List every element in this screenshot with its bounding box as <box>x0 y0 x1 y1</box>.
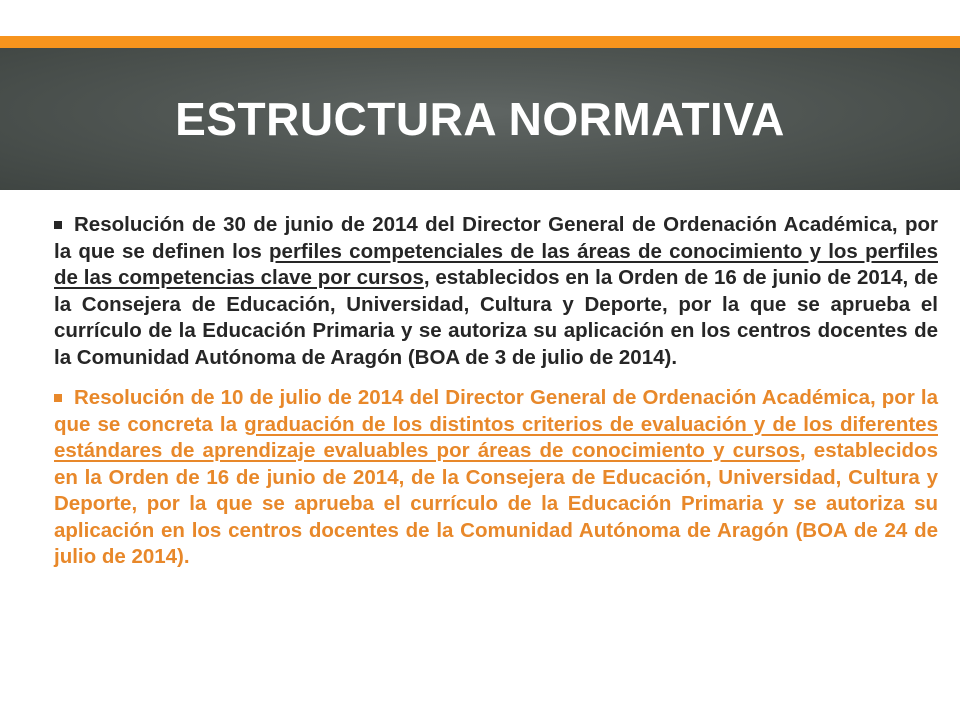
title-banner <box>0 48 960 190</box>
item-text-after: , establecidos en la Orden de 16 de junio de 2014, de la Consejera de Educación, Universidad, Cultura y Deporte, por la que se aprueba el currículo de la Educación Primaria y se autoriza su aplicación en los centros docentes de la Comunidad Autónoma de Aragón (BOA de 3 de julio de 2014). <box>54 266 938 369</box>
list-item-resolucion-10-julio <box>54 385 938 571</box>
slide-content <box>54 212 938 585</box>
item-text-underlined: graduación de los distintos criterios de evaluación y de los diferentes estándares de aprendizaje evaluables por áreas de conocimiento y cursos <box>54 412 938 462</box>
square-bullet-icon <box>54 221 62 229</box>
top-strip <box>0 0 960 36</box>
item-text-before: Resolución de 10 de julio de 2014 del Director General de Ordenación Académica, por la que se concreta la <box>54 386 938 436</box>
item-text-underlined: perfiles competenciales de las áreas de conocimiento y los perfiles de las competencias clave por cursos <box>54 239 938 289</box>
accent-bar <box>0 36 960 48</box>
square-bullet-icon <box>54 394 62 402</box>
list-item-resolucion-30-junio <box>54 212 938 371</box>
item-text-before: Resolución de 30 de junio de 2014 del Director General de Ordenación Académica, por la que se definen los <box>54 213 938 263</box>
slide-title: ESTRUCTURA NORMATIVA <box>175 93 785 145</box>
item-text-after: , establecidos en la Orden de 16 de junio de 2014, de la Consejera de Educación, Universidad, Cultura y Deporte, por la que se aprueba el currículo de la Educación Primaria y se autoriza su aplicación en los centros docentes de la Comunidad Autónoma de Aragón (BOA de 24 de julio de 2014). <box>54 439 938 568</box>
